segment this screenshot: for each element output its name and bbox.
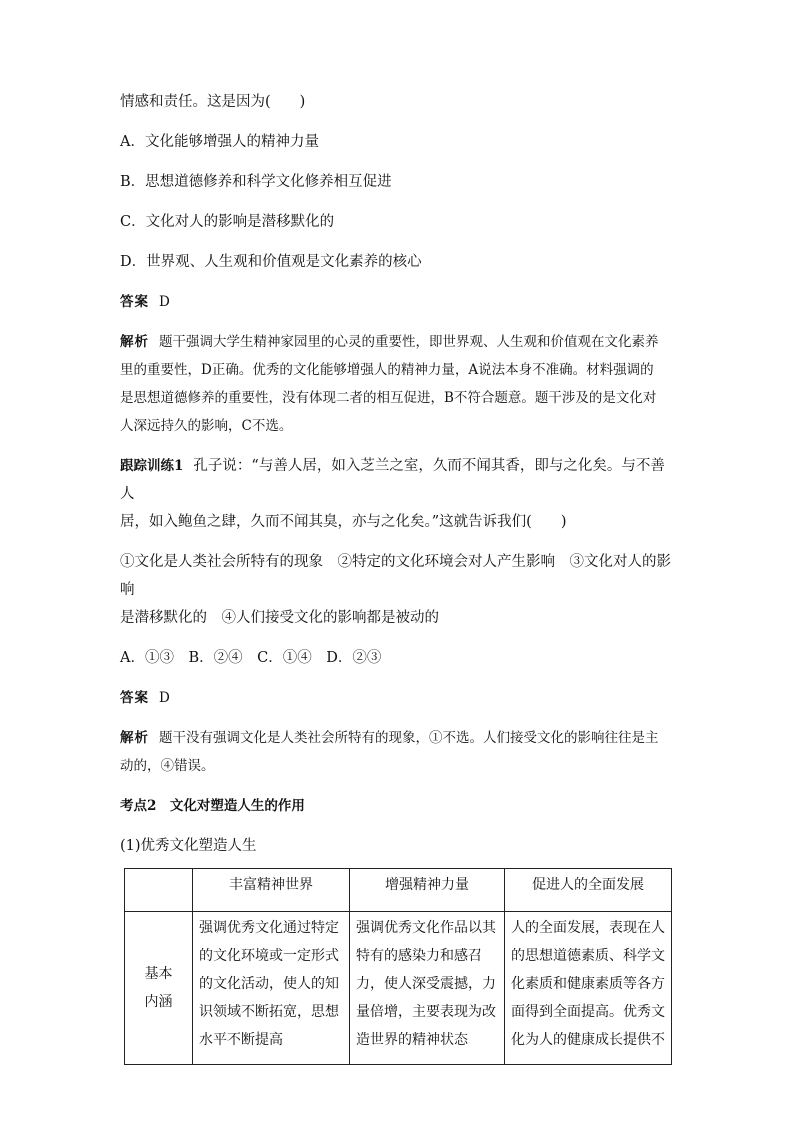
analysis-line: 解析 题干没有强调文化是人类社会所特有的现象，①不选。人们接受文化的影响往往是主 xyxy=(120,730,659,746)
answer-value: D xyxy=(159,690,170,706)
follow-up-question xyxy=(120,452,676,536)
analysis-label: 解析 xyxy=(120,334,149,350)
table-cell: 强调优秀文化通过特定的文化环境或一定形式的文化活动，使人的知识领域不断拓宽，思想水平不断提高 xyxy=(193,912,350,1065)
follow-up-stem-line: 跟踪训练1 孔子说：“与善人居，如入芝兰之室，久而不闻其香，即与之化矣。与不善人 xyxy=(120,458,665,502)
table-row xyxy=(125,912,672,1065)
question-stem-end: 情感和责任。这是因为( ) xyxy=(120,94,306,110)
document-page xyxy=(120,88,676,1065)
table-header-cell: 增强精神力量 xyxy=(350,869,505,912)
answer-label: 答案 xyxy=(120,690,149,706)
analysis-line: 里的重要性，D正确。优秀的文化能够增强人的精神力量，A说法本身不准确。材料强调的 xyxy=(120,362,654,378)
analysis-label: 解析 xyxy=(120,730,149,746)
analysis-line: 人深远持久的影响，C不选。 xyxy=(120,418,293,434)
table-header-row xyxy=(125,869,672,912)
analysis-block xyxy=(120,328,676,440)
analysis-line: 动的，④错误。 xyxy=(120,758,215,774)
follow-up-analysis-block xyxy=(120,724,676,780)
answer-value: D xyxy=(159,294,170,310)
statement-line: ①文化是人类社会所特有的现象 ②特定的文化环境会对人产生影响 ③文化对人的影响 xyxy=(120,554,671,598)
section-heading: 考点2 文化对塑造人生的作用 xyxy=(120,798,305,814)
table-header-cell: 促进人的全面发展 xyxy=(505,869,672,912)
section-subheading: (1)优秀文化塑造人生 xyxy=(120,838,257,854)
option-b: B．思想道德修养和科学文化修养相互促进 xyxy=(120,174,392,190)
follow-up-options: A．①③ B．②④ C．①④ D．②③ xyxy=(120,650,382,666)
table-row-label: 基本 内涵 xyxy=(125,912,193,1065)
option-d: D．世界观、人生观和价值观是文化素养的核心 xyxy=(120,254,422,270)
content-table xyxy=(124,868,672,1065)
analysis-line: 解析 题干强调大学生精神家园里的心灵的重要性，即世界观、人生观和价值观在文化素养 xyxy=(120,334,659,350)
statement-line: 是潜移默化的 ④人们接受文化的影响都是被动的 xyxy=(120,610,439,626)
analysis-line: 是思想道德修养的重要性，没有体现二者的相互促进，B不符合题意。题干涉及的是文化对 xyxy=(120,390,657,406)
table-cell: 人的全面发展，表现在人的思想道德素质、科学文化素质和健康素质等各方面得到全面提高。优秀文化为人的健康成长提供不 xyxy=(505,912,672,1065)
answer-line xyxy=(120,288,676,316)
option-a: A．文化能够增强人的精神力量 xyxy=(120,134,319,150)
table-header-cell: 丰富精神世界 xyxy=(193,869,350,912)
statements-block xyxy=(120,548,676,632)
table-header-cell xyxy=(125,869,193,912)
answer-label: 答案 xyxy=(120,294,149,310)
follow-up-title: 跟踪训练1 xyxy=(120,458,184,474)
follow-up-answer-line xyxy=(120,684,676,712)
table-cell: 强调优秀文化作品以其特有的感染力和感召力，使人深受震撼，力量倍增，主要表现为改造世界的精神状态 xyxy=(350,912,505,1065)
option-c: C．文化对人的影响是潜移默化的 xyxy=(120,214,335,230)
follow-up-stem-line: 居，如入鲍鱼之肆，久而不闻其臭，亦与之化矣。”这就告诉我们( ) xyxy=(120,514,567,530)
